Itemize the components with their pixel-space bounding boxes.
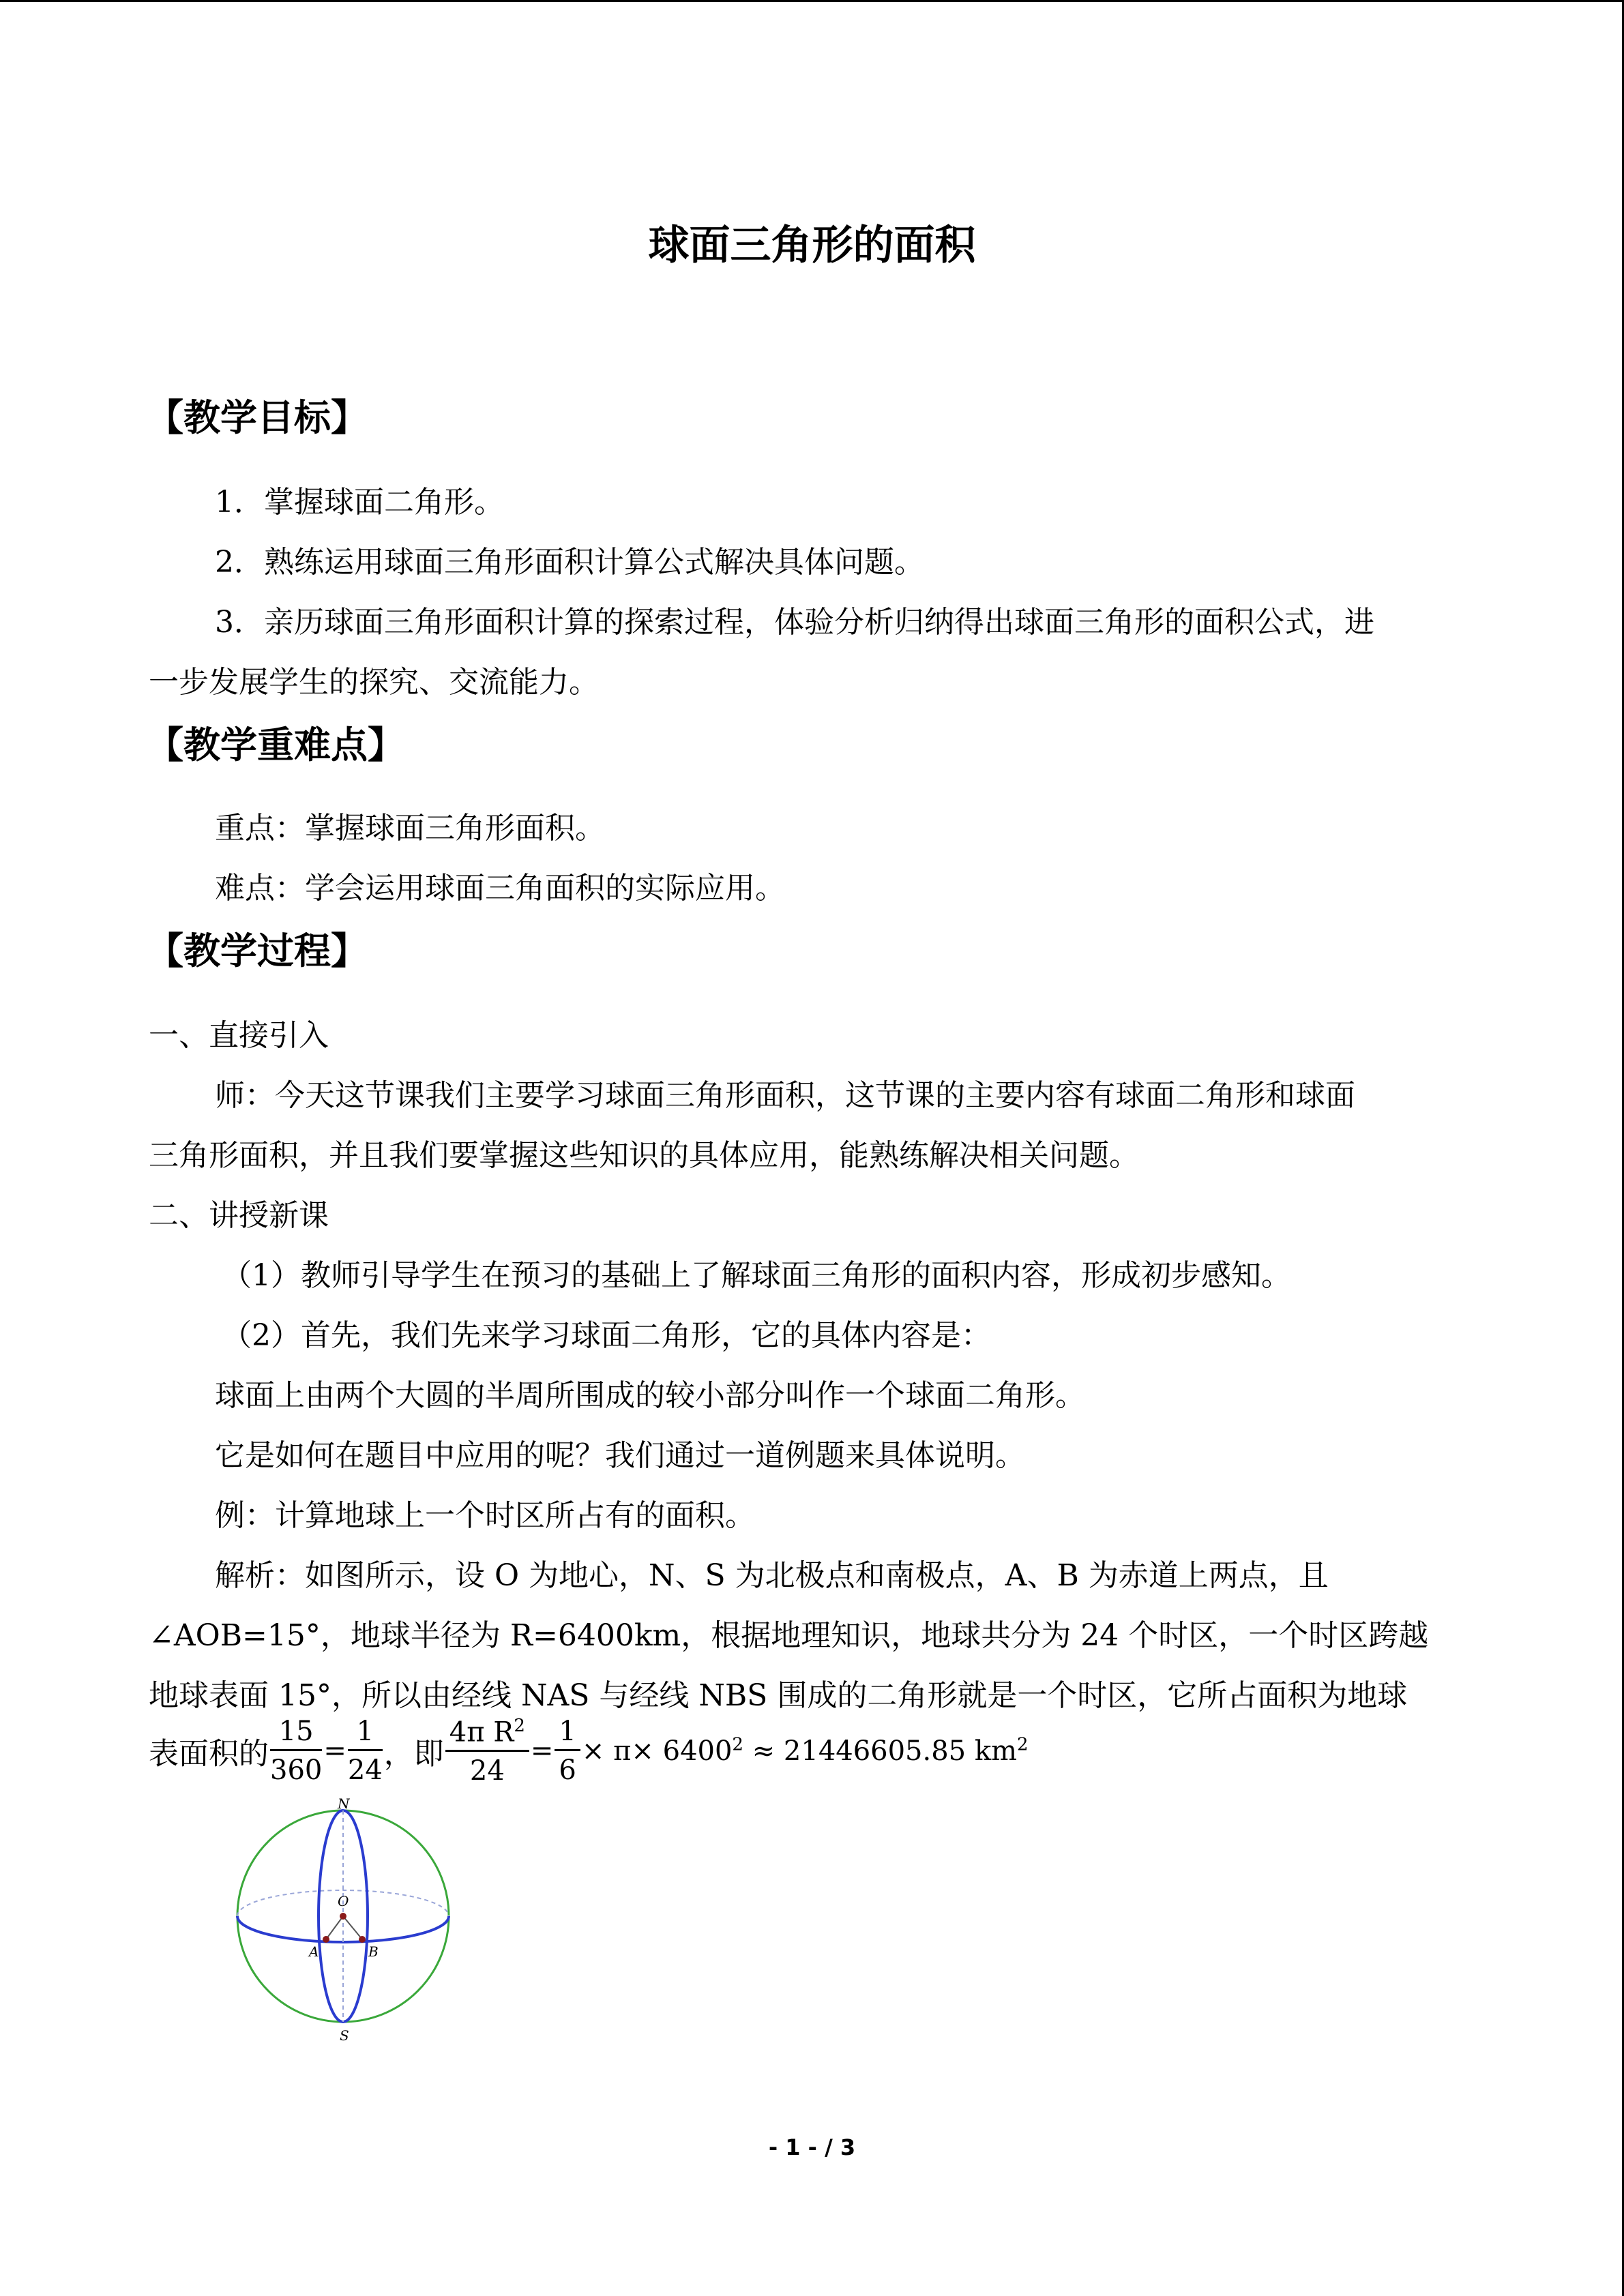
part2-line-7: ∠AOB=15°，地球半径为 R=6400km，根据地理知识，地球共分为 24 个时区，一个时区跨越	[149, 1618, 1429, 1653]
part1-line-1: 师：今天这节课我们主要学习球面三角形面积，这节课的主要内容有球面二角形和球面	[215, 1078, 1355, 1113]
part2-line-4: 它是如何在题目中应用的呢？我们通过一道例题来具体说明。	[215, 1438, 1025, 1473]
label-a: A	[309, 1943, 319, 1960]
part2-line-8: 地球表面 15°，所以由经线 NAS 与经线 NBS 围成的二角形就是一个时区，它所占面积为地球	[149, 1678, 1408, 1713]
part1-title: 一、直接引入	[149, 1018, 329, 1053]
point-a	[323, 1936, 329, 1943]
radius-oa	[326, 1916, 343, 1939]
part2-title: 二、讲授新课	[149, 1198, 329, 1233]
fraction-1-6: $\frac{1}{6}$	[555, 1718, 580, 1784]
label-s: S	[340, 2027, 349, 2044]
fraction-15-360: $\frac{15}{360}$	[270, 1716, 323, 1787]
sphere-diagram	[228, 1797, 460, 2056]
fraction-1-24: $\frac{1}{24}$	[347, 1716, 383, 1787]
label-n: N	[338, 1797, 350, 1812]
formula-tail: × $\pi\times 6400^2 \approx 21446605.85$ $km^2$	[581, 1735, 1029, 1768]
part2-line-6: 解析：如图所示，设 O 为地心，N、S 为北极点和南极点，A、B 为赤道上两点，且	[215, 1558, 1329, 1593]
formula-mid: ，即	[383, 1736, 444, 1772]
keypoints-heading: 【教学重难点】	[147, 724, 404, 766]
point-b	[359, 1936, 366, 1943]
objective-item-3-cont: 一步发展学生的探究、交流能力。	[149, 665, 599, 700]
part2-line-3: 球面上由两个大圆的半周所围成的较小部分叫作一个球面二角形。	[215, 1378, 1085, 1413]
part2-line-1: （1）教师引导学生在预习的基础上了解球面三角形的面积内容，形成初步感知。	[222, 1258, 1291, 1293]
formula-prefix: 表面积的	[149, 1736, 269, 1772]
formula-line: 表面积的 $\frac{15}{360}$ = $\frac{1}{24}$ ，即 $\frac{4\pi R^2}{24}$ = $\frac{1}{6}$ × $\pi\times 6400^2 \approx 21446605.85$ $km^2$	[149, 1716, 1029, 1787]
fraction-4piR2-24: $\frac{4\pi R^2}{24}$	[445, 1717, 529, 1785]
objective-item-1: 1．掌握球面二角形。	[215, 485, 504, 520]
page-border-top	[0, 0, 1624, 2]
label-o: O	[338, 1893, 349, 1909]
objective-item-2: 2．熟练运用球面三角形面积计算公式解决具体问题。	[215, 545, 924, 580]
process-heading: 【教学过程】	[147, 929, 368, 972]
part1-line-2: 三角形面积，并且我们要掌握这些知识的具体应用，能熟练解决相关问题。	[149, 1138, 1139, 1173]
part2-line-2: （2）首先，我们先来学习球面二角形，它的具体内容是：	[222, 1318, 991, 1353]
keypoint-item-1: 重点：掌握球面三角形面积。	[215, 811, 605, 846]
page-number: - 1 - / 3	[768, 2134, 856, 2160]
label-b: B	[368, 1943, 379, 1960]
objective-item-3: 3．亲历球面三角形面积计算的探索过程，体验分析归纳得出球面三角形的面积公式，进	[215, 605, 1374, 640]
keypoint-item-2: 难点：学会运用球面三角面积的实际应用。	[215, 871, 785, 906]
part2-line-5: 例：计算地球上一个时区所占有的面积。	[215, 1498, 755, 1533]
objectives-heading: 【教学目标】	[147, 396, 368, 439]
radius-ob	[343, 1916, 362, 1939]
point-o	[340, 1913, 346, 1920]
page-title: 球面三角形的面积	[648, 222, 976, 269]
